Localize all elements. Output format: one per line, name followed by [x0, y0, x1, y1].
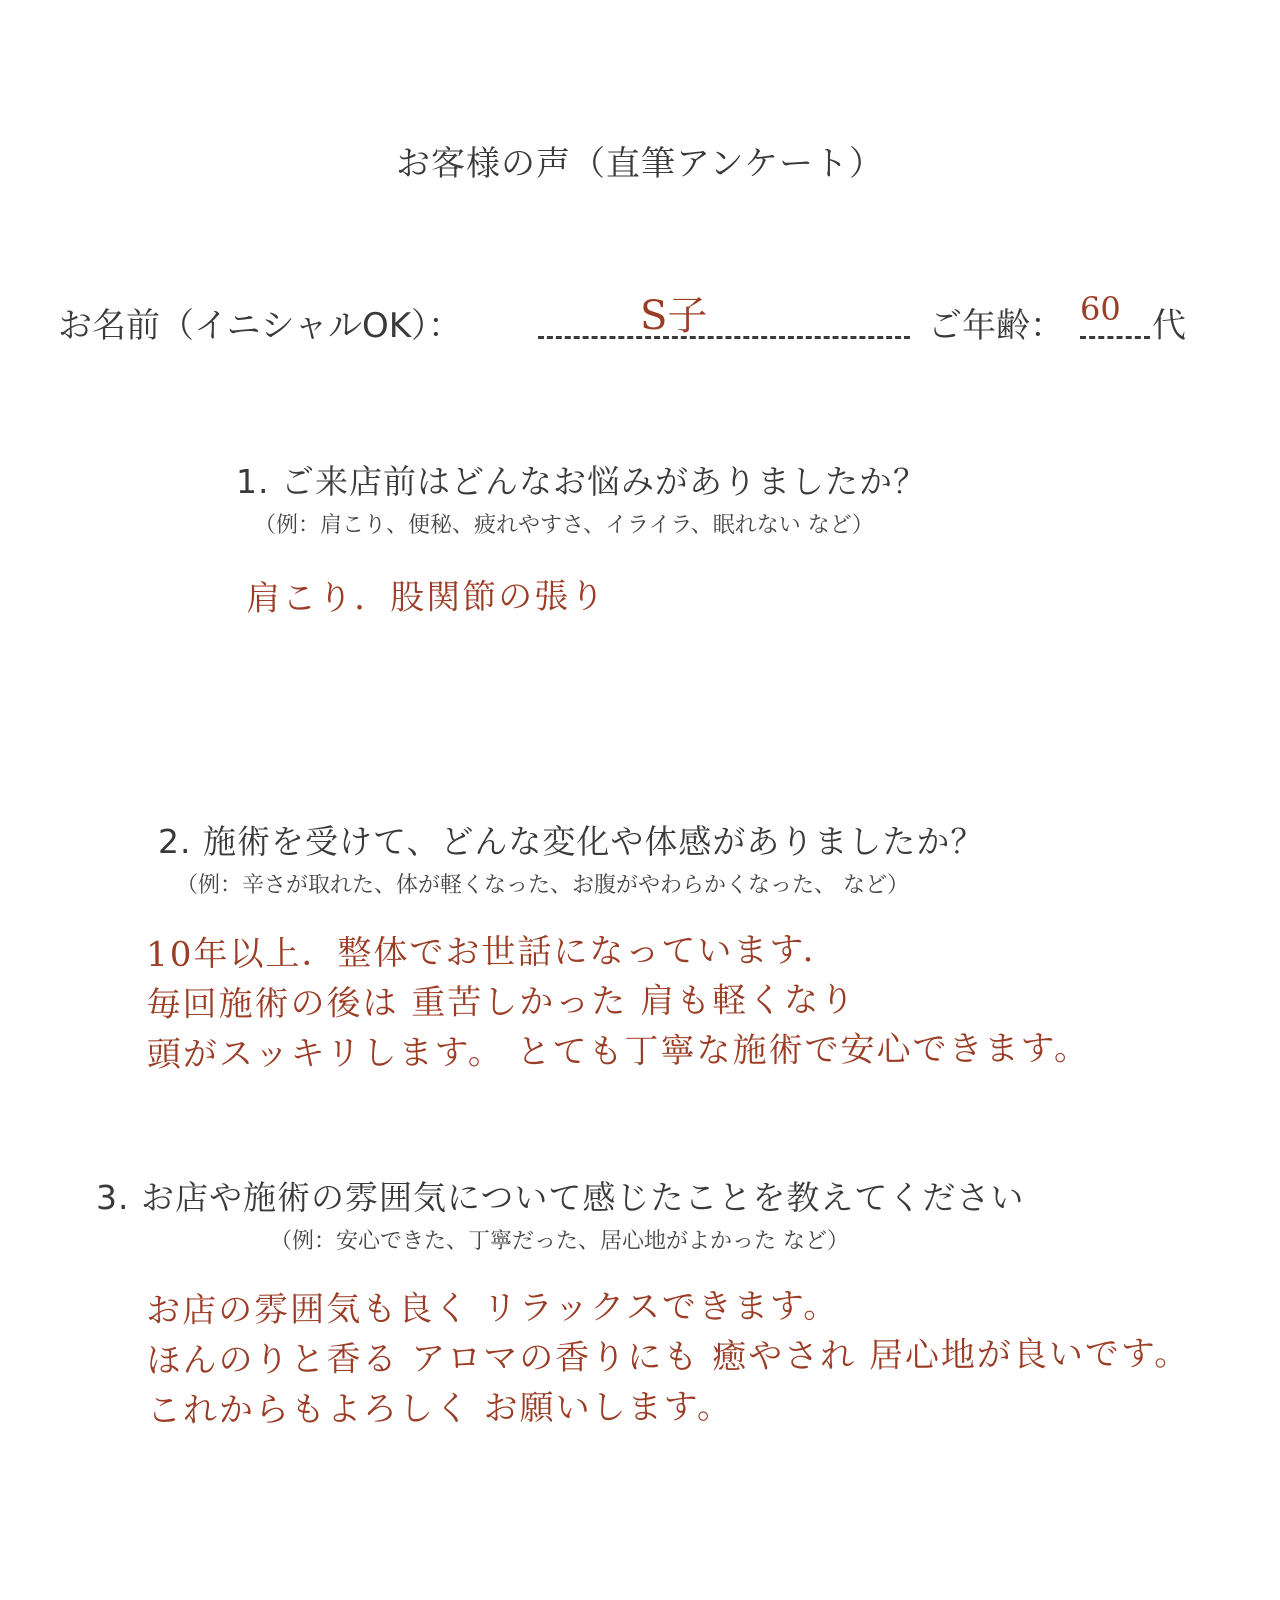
age-unit: 代: [1152, 306, 1186, 346]
question-1: 1. ご来店前はどんなお悩みがありましたか？: [236, 462, 927, 501]
name-handwritten-value: S子: [640, 293, 708, 339]
answer-1: [246, 571, 606, 624]
question-1-example: （例：肩こり、便秘、疲れやすさ、イライラ、眠れない など）: [254, 513, 874, 538]
question-3: 3. お店や施術の雰囲気について感じたことを教えてください: [96, 1178, 1025, 1217]
question-2: 2. 施術を受けて、どんな変化や体感がありましたか？: [158, 822, 985, 861]
answer-3: [146, 1279, 1191, 1436]
question-2-example: （例：辛さが取れた、体が軽くなった、お腹がやわらかくなった、 など）: [176, 873, 909, 898]
name-label: お名前（イニシャルOK）：: [58, 306, 463, 346]
answer-2-line: 毎回施術の後は 重苦しかった 肩も軽くなり: [146, 980, 857, 1025]
answer-3-line: これからもよろしく お願いします。: [146, 1386, 734, 1431]
answer-2-line: 頭がスッキリします。 とても丁寧な施術で安心できます。: [146, 1028, 1091, 1075]
age-handwritten-value: 60: [1080, 290, 1121, 328]
age-label: ご年齢：: [928, 306, 1064, 346]
survey-title: お客様の声（直筆アンケート）: [396, 144, 884, 184]
answer-3-line: ほんのりと香る アロマの香りにも 癒やされ 居心地が良いです。: [146, 1333, 1191, 1381]
answer-3-line: お店の雰囲気も良く リラックスできます。: [146, 1286, 840, 1331]
name-age-row: [0, 292, 1280, 352]
question-3-example: （例：安心できた、丁寧だった、居心地がよかった など）: [270, 1229, 849, 1254]
answer-2: [146, 923, 1090, 1080]
age-underline: [1080, 336, 1150, 339]
name-underline: [538, 336, 910, 339]
answer-2-line: 10年以上．整体でお世話になっています．: [146, 930, 839, 975]
answer-1-line: 肩こり．股関節の張り: [246, 576, 607, 619]
